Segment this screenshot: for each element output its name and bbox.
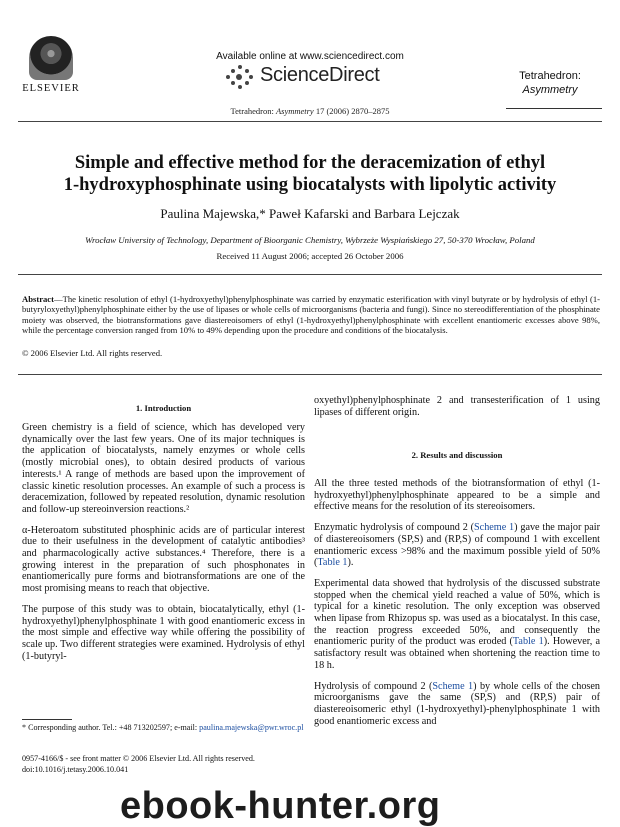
scheme-1-link[interactable]: Scheme 1	[474, 522, 515, 534]
table-1-link[interactable]: Table 1	[317, 557, 348, 569]
elsevier-logo	[20, 36, 82, 96]
author-email-link[interactable]: paulina.majewska@pwr.wroc.pl	[199, 723, 304, 732]
header-divider	[18, 121, 602, 122]
title-divider	[18, 274, 602, 275]
issn-doi: 0957-4166/$ - see front matter © 2006 Elsevier Ltd. All rights reserved. doi:10.1016/j.tetasy.2006.10.041	[22, 754, 255, 774]
watermark: ebook-hunter.org	[120, 785, 441, 827]
paragraph: α-Heteroatom substituted phosphinic acids are of particular interest due to their usefulness in the development of catalytic antibodies³ and pharmacologically active substances.⁴ Therefore, there is a growing interest in the preparation of such phosphonates in enantiomerically pure forms and biotransformations are one of the most promising means to reach that objective.	[22, 524, 305, 595]
paragraph: All the three tested methods of the biotransformation of ethyl (1-hydroxyethyl)phenylphosphinate appeared to be a simple and effective means for the resolution of its stereoisomers.	[314, 478, 600, 513]
sciencedirect-dots-icon	[226, 65, 256, 89]
paragraph: Enzymatic hydrolysis of compound 2 (Scheme 1) gave the major pair of diastereoisomers (SP,S) and (RP,S) of compound 1 with excellent enantiomeric excess >98% and the maximum possible yield of 50% (Table 1).	[314, 522, 601, 569]
paragraph: The purpose of this study was to obtain, biocatalytically, ethyl (1-hydroxyethyl)phenylphosphinate 1 with good enantiomeric excess in the most simple and effective way while offering the possibility of scale up. Two different strategies were examined. Hydrolysis of ethyl (1-butyryl-	[22, 603, 305, 662]
article-title: Simple and effective method for the deracemization of ethyl 1-hydroxyphosphinate using biocatalysts with lipolytic activity	[63, 153, 557, 195]
sciencedirect-wordmark: ScienceDirect	[260, 64, 380, 86]
left-column	[22, 422, 305, 671]
paragraph: Green chemistry is a field of science, which has developed very dynamically over the last few years. One of its major techniques is the application of biocatalysts, namely enzymes or whole cells (mostly microbial ones), to obtain desired products of various interests.¹ A range of methods are based upon the improvement of classic kinetic resolution processes. An example of such a process is deracemization, followed by repeated resolution, dynamic resolution and follow-up stereoinversion reactions.²	[22, 422, 305, 515]
abstract-label: Abstract	[22, 294, 54, 304]
received-dates: Received 11 August 2006; accepted 26 October 2006	[216, 251, 404, 261]
scheme-1-link[interactable]: Scheme 1	[432, 680, 474, 692]
right-column	[314, 478, 600, 736]
footnote-rule	[22, 719, 72, 720]
right-column-continuation: oxyethyl)phenylphosphinate 2 and transesterification of 1 using lipases of different origin.	[314, 395, 600, 418]
article-affiliation: Wrocław University of Technology, Department of Bioorganic Chemistry, Wybrzeże Wyspiańskiego 27, 50-370 Wrocław, Poland	[85, 235, 535, 245]
abstract: Abstract—The kinetic resolution of ethyl (1-hydroxyethyl)phenylphosphinate was carried by enzymatic esterification with vinyl butyrate or by hydrolysis of ethyl (1-butyryloxyethyl)phenylphosphinate either by the use of lipases or whole cells of microorganisms (bacteria and fungi). Since no stereodifferentiation of the phosphinate moiety was observed, the biotransformations gave diastereoisomers of ethyl (1-hydroxyethyl)phenylphosphinate with excellent enantiomeric excesses above 98%, while the percentage conversion ranged from 10% to 49% depending upon the procedure and conditions of the biocatalysis.	[22, 294, 600, 336]
available-online-text: Available online at www.sciencedirect.com	[216, 51, 404, 62]
paragraph: Hydrolysis of compound 2 (Scheme 1) by whole cells of the chosen microorganisms gave the same (SP,S) and (RP,S) pair of diastereoisomeric ethyl (1-hydroxyethyl)-phenylphosphinate 1 with good enantiomeric excess and	[314, 680, 601, 727]
section-heading-results: 2. Results and discussion	[411, 450, 503, 460]
table-1-link[interactable]: Table 1	[512, 636, 544, 648]
corresponding-author-footnote: * Corresponding author. Tel.: +48 713202597; e-mail: paulina.majewska@pwr.wroc.pl	[22, 723, 304, 732]
journal-reference: Tetrahedron: Asymmetry 17 (2006) 2870–2875	[230, 106, 390, 116]
article-authors: Paulina Majewska,* Paweł Kafarski and Barbara Lejczak	[160, 206, 460, 221]
sciencedirect-logo	[226, 64, 406, 90]
section-heading-introduction: 1. Introduction	[135, 403, 192, 413]
paragraph: Experimental data showed that hydrolysis of the discussed substrate stopped when the chemical yield reached a value of 50%, which is typical for a kinetic resolution. The only exception was observed when lipase from Rhizopus sp. was used as a biocatalyst. In this case, the reaction progress exceeded 50%, and consequently the enantiomeric purity of the product was eroded (Table 1). However, a satisfactory result was obtained when shortening the reaction time to 18 h.	[314, 577, 601, 671]
publisher-name: ELSEVIER	[22, 83, 80, 94]
abstract-divider	[18, 374, 602, 375]
journal-name: Tetrahedron: Asymmetry	[519, 70, 581, 96]
abstract-copyright: © 2006 Elsevier Ltd. All rights reserved.	[22, 348, 163, 358]
journal-name-rule	[506, 108, 602, 109]
